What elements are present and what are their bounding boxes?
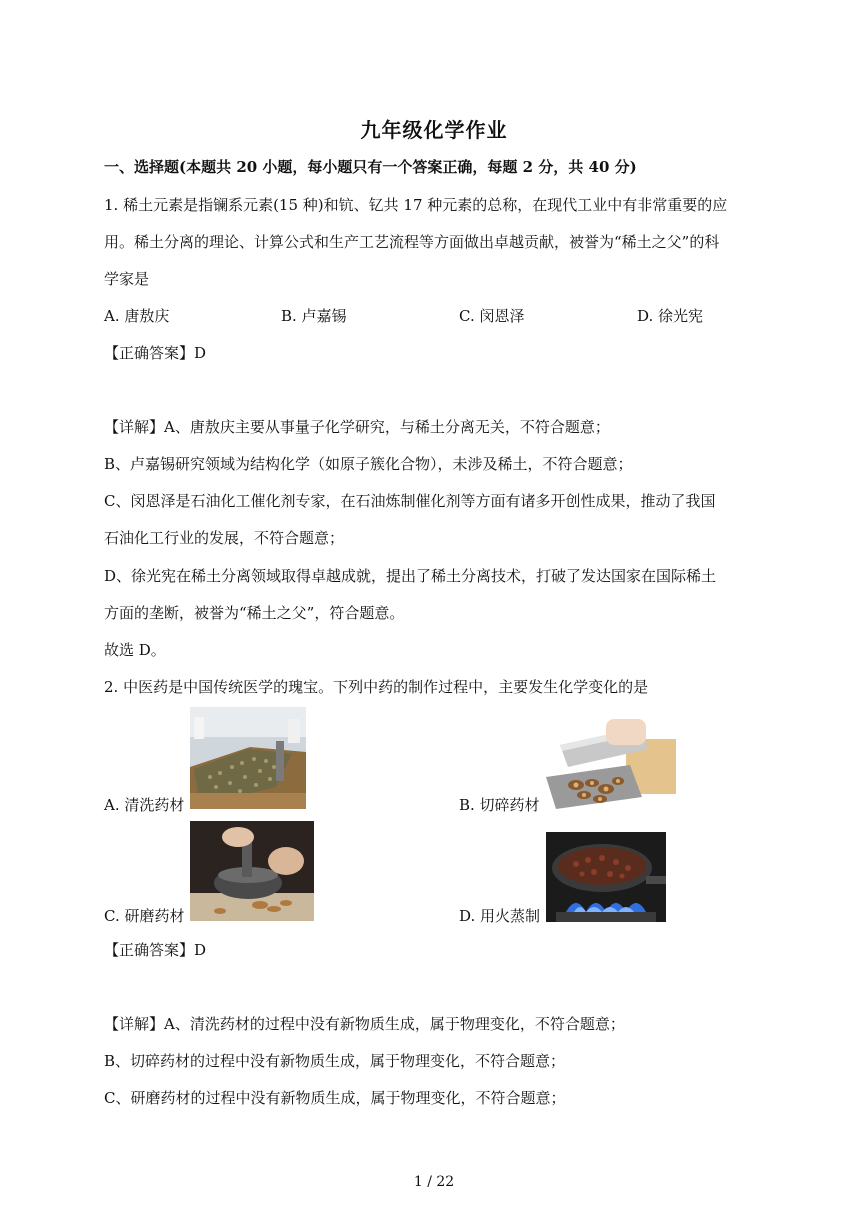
- washing-herbs-photo: [190, 707, 306, 809]
- q1-detail-line-5: D、徐光宪在稀土分离领域取得卓越成就，提出了稀土分离技术，打破了发达国家在国际稀土: [104, 567, 717, 585]
- section-header: 一、选择题(本题共 20 小题，每小题只有一个答案正确，每题 2 分，共 40 分): [104, 158, 637, 176]
- q1-detail-line-2: B、卢嘉锡研究领域为结构化学（如原子簇化合物），未涉及稀土，不符合题意；: [104, 455, 633, 473]
- q1-detail-line-4: 石油化工行业的发展，不符合题意；: [104, 529, 345, 547]
- q2-detail-line-3: C、研磨药材的过程中没有新物质生成，属于物理变化，不符合题意；: [104, 1089, 566, 1107]
- q1-option-a: A. 唐敖庆: [104, 307, 170, 325]
- q2-option-d: D. 用火蒸制: [459, 907, 541, 925]
- q1-option-b: B. 卢嘉锡: [281, 307, 347, 325]
- q1-detail-line-3: C、闵恩泽是石油化工催化剂专家，在石油炼制催化剂等方面有诸多开创性成果，推动了我国: [104, 492, 716, 510]
- page-number: [0, 1174, 868, 1190]
- q1-stem-line-3: 学家是: [104, 270, 150, 288]
- q2-answer: 【正确答案】D: [104, 941, 207, 959]
- q1-detail-line-7: 故选 D。: [104, 641, 166, 659]
- grinding-herbs-photo: [190, 821, 314, 921]
- page-total: 22: [436, 1174, 455, 1190]
- q1-answer: 【正确答案】D: [104, 344, 207, 362]
- q1-stem-line-1: 1. 稀土元素是指镧系元素(15 种)和钪、钇共 17 种元素的总称，在现代工业中有非常重要的应: [104, 196, 728, 214]
- q2-option-c: C. 研磨药材: [104, 907, 185, 925]
- q1-option-d: D. 徐光宪: [637, 307, 704, 325]
- page-separator: /: [427, 1174, 432, 1190]
- page-title: 九年级化学作业: [360, 118, 508, 142]
- q2-option-a: A. 清洗药材: [104, 796, 185, 814]
- q2-detail-line-2: B、切碎药材的过程中没有新物质生成，属于物理变化，不符合题意；: [104, 1052, 566, 1070]
- q2-stem: 2. 中医药是中国传统医学的瑰宝。下列中药的制作过程中，主要发生化学变化的是: [104, 678, 649, 696]
- q1-option-c: C. 闵恩泽: [459, 307, 525, 325]
- cutting-herbs-photo: [546, 719, 678, 809]
- page-current: 1: [413, 1174, 423, 1190]
- q1-stem-line-2: 用。稀土分离的理论、计算公式和生产工艺流程等方面做出卓越贡献，被誉为“稀土之父”的科: [104, 233, 720, 251]
- q2-option-b: B. 切碎药材: [459, 796, 540, 814]
- q2-detail-line-1: 【详解】A、清洗药材的过程中没有新物质生成，属于物理变化，不符合题意；: [104, 1015, 625, 1033]
- q1-detail-line-6: 方面的垄断，被誉为“稀土之父”，符合题意。: [104, 604, 405, 622]
- steaming-herbs-photo: [546, 832, 666, 922]
- q1-detail-line-1: 【详解】A、唐敖庆主要从事量子化学研究，与稀土分离无关，不符合题意；: [104, 418, 610, 436]
